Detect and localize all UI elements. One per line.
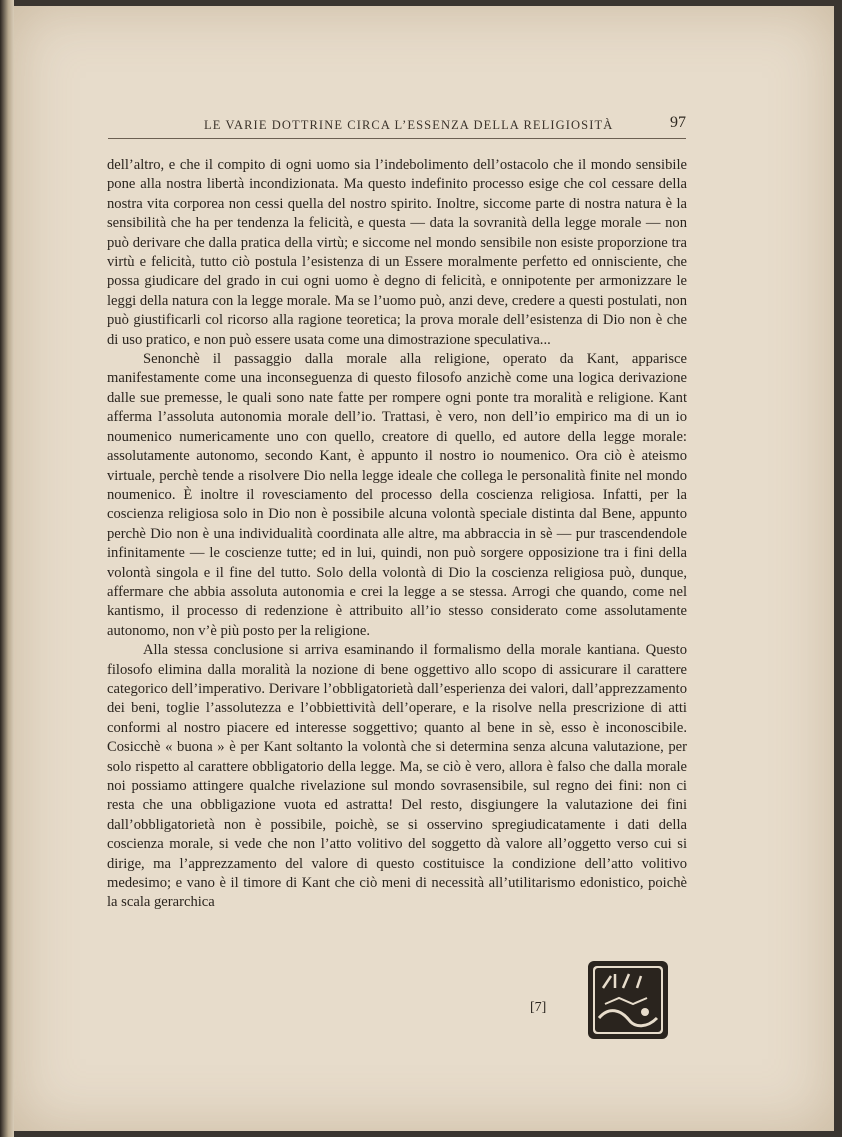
book-spine xyxy=(0,0,14,1137)
body-text xyxy=(107,156,687,913)
running-title: LE VARIE DOTTRINE CIRCA L’ESSENZA DELLA RELIGIOSITÀ xyxy=(204,118,614,132)
paragraph: Alla stessa conclusione si arriva esaminando il formalismo della morale kantiana. Questo filosofo elimina dalla moralità la nozione di bene oggettivo allo scopo di assicurare il carattere categorico dell’imperativo. Derivare l’obbligatorietà dall’esperienza dei valori, dall’apprezzamento dei beni, toglie l’assolutezza e l’obbiettività dell’operare, e la risolve nella prescrizione di atti conformi al nostro piacere ed interesse soggettivo; quanto al bene in sè, esso è inconoscibile. Cosicchè « buona » è per Kant soltanto la volontà che si determina senza alcuna valutazione, per solo rispetto al carattere obbligatorio della legge. Ma, se ciò è vero, allora è falso che dalla morale noi possiamo attingere qualche rivelazione sul mondo sovrasensibile, sul regno dei fini: non ci resta che una obbligazione vuota ed astratta! Del resto, disgiungere la valutazione dei fini dall’obbligatorietà non è possibile, poichè, se si osservino spregiudicatamente i dati della coscienza morale, si vede che non l’atto volitivo del soggetto dà valore all’oggetto verso cui si dirige, ma l’apprezzamento del valore di questo costituisce la condizione dell’atto volitivo medesimo; e vano è il timore di Kant che ciò meni di necessità all’utilitarismo edonistico, poichè la scala gerarchica xyxy=(107,642,687,911)
printer-signature-mark: [7] xyxy=(530,1000,547,1015)
page-number: 97 xyxy=(670,114,686,131)
ex-libris-stamp xyxy=(585,958,671,1042)
paragraph: dell’altro, e che il compito di ogni uomo sia l’indebolimento dell’ostacolo che il mondo sensibile pone alla nostra libertà incondizionata. Ma questo indefinito processo esige che col cessare della nostra vita corporea non cessi quella del nostro spirito. Inoltre, siccome parte di nostra natura è la sensibilità che ha per tendenza la felicità, e questa — data la sovranità della legge morale — non può derivare che dalla pratica della virtù; e siccome nel mondo sensibile non esiste proporzione tra virtù e felicità, tutto ciò postula l’esistenza di un Essere moralmente perfetto ed onnisciente, che possa giudicare del grado in cui ogni uomo è degno di felicità, e onnipotente per armonizzare le leggi della natura con la legge morale. Ma se l’uomo può, anzi deve, credere a questi postulati, non può giustificarli col ricorso alla ragione teoretica; la prova morale dell’esistenza di Dio non è che di uso pratico, e non può essere usata come una dimostrazione speculativa... xyxy=(107,157,687,348)
page-header xyxy=(108,114,686,139)
paragraph: Senonchè il passaggio dalla morale alla religione, operato da Kant, apparisce manifestamente come una inconseguenza di questo filosofo anzichè come una logica derivazione dalle sue premesse, le quali sono nate fatte per rompere ogni ponte tra moralità e religione. Kant afferma l’assoluta autonomia morale dell’io. Trattasi, è vero, non dell’io empirico ma di un io noumenico numericamente uno con quello, creatore di quello, ed autore della legge morale: assolutamente autonomo, secondo Kant, è appunto il nostro io noumenico. Ora ciò è ateismo virtuale, perchè tende a risolvere Dio nella legge ideale che collega le personalità finite nel mondo noumenico. È inoltre il rovesciamento del processo della coscienza religiosa. Infatti, per la coscienza religiosa solo in Dio non è possibile alcuna volontà speciale distinta dal Bene, appunto perchè Dio non è una individualità coordinata alle altre, ma abbraccia in sè — pur trascendendole infinitamente — le coscienze tutte; ed in lui, quindi, non può sorgere opposizione tra i fini della volontà singola e il fine del tutto. Solo della volontà di Dio la coscienza religiosa può, dunque, affermare che abbia assoluta autonomia e crei la legge a se stessa. Arrogi che quando, come nel kantismo, il processo di redenzione è attribuito all’io stesso considerato come assolutamente autonomo, non v’è più posto per la religione. xyxy=(107,351,687,639)
